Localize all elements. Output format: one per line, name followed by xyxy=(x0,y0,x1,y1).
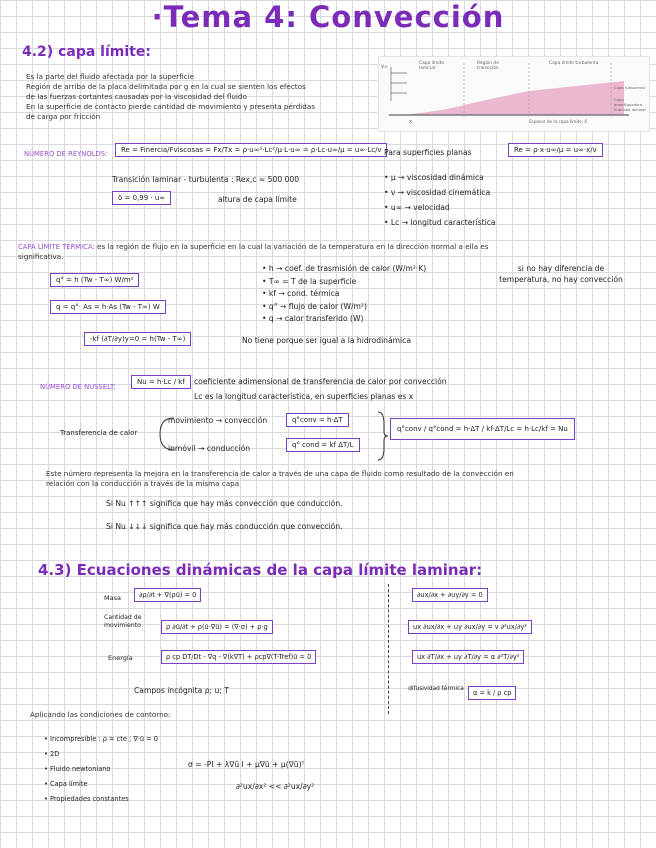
termica-label: CAPA LÍMITE TÉRMICA: xyxy=(18,243,95,251)
simplified-masa-equation: ∂ux/∂x + ∂uy/∂y = 0 xyxy=(412,588,488,602)
energia-label: Energía xyxy=(108,654,133,662)
fig-label-transition: Región de transición xyxy=(477,61,499,71)
delta-label: altura de capa límite xyxy=(218,195,297,204)
nusselt-brace xyxy=(374,410,390,462)
delta-formula: δ = 0,99 · u∞ xyxy=(112,191,171,205)
fig-label-velocity: V∞ xyxy=(381,65,388,70)
q-cond-formula: q° cond = kf ΔT/L xyxy=(286,438,360,452)
divider xyxy=(388,584,389,714)
simplified-movimiento-equation: ux ∂ux/∂x + uy ∂ux/∂y = ν ∂²ux/∂y² xyxy=(408,620,532,634)
movimiento-equation: ρ ∂ū/∂t + ρ(ū·∇ū) = (∇·σ) + ρ·g xyxy=(161,620,273,634)
list-item: • ν → viscosidad cinemática xyxy=(384,188,491,197)
reynolds-variables xyxy=(384,170,496,230)
termica-text: es la región de flujo en la superficie en la cual la variación de la temperatura en la dirección normal a ella es xyxy=(97,242,489,251)
nusselt-ratio-formula: q°conv / q°cond = h·ΔT / kf·ΔT/Lc = h·Lc/kf = Nu xyxy=(390,418,575,440)
movimiento-label: Cantidad de movimiento xyxy=(104,614,142,629)
masa-equation: ∂ρ/∂t + ∇(ρū) = 0 xyxy=(134,588,201,602)
fig-label-capa-turbulenta: Capa turbulenta xyxy=(614,85,645,90)
list-item: • μ → viscosidad dinámica xyxy=(384,173,484,182)
termica-text-2: significativa. xyxy=(18,252,64,261)
boundary-layer-figure xyxy=(378,56,650,132)
boundary-conditions-list xyxy=(44,732,158,807)
reynolds-formula: Re = Finercia/Fviscosas = Fx/Tx = ρ·u∞²·Lc²/μ·L·u∞ = ρ·Lc·u∞/μ = u∞·Lc/ν xyxy=(115,143,387,157)
nusselt-text-2: relación con la conducción a través de la misma capa xyxy=(46,479,240,488)
page-title: ·Tema 4: Convección xyxy=(151,0,505,34)
termica-paragraph xyxy=(18,242,638,262)
def-line: de carga por fricción xyxy=(26,112,101,121)
inmovil-conduccion: inmóvil → conducción xyxy=(168,444,251,453)
campos-incognita: Campos incógnita ρ; u; T xyxy=(134,686,229,695)
fig-label-subcapa-laminar: Subcapa laminar xyxy=(614,107,647,112)
nusselt-high: Si Nu ↑↑↑ significa que hay más convección que conducción. xyxy=(106,499,343,508)
list-item: • Lc → longitud característica xyxy=(384,218,496,227)
list-item: • T∞ = T de la superficie xyxy=(262,276,357,286)
transfer-label: Transferencia de calor xyxy=(60,429,138,437)
def-line: Región de arriba de la placa delimitada por g en la cual se sienten los efectos xyxy=(26,82,306,91)
list-item: • q° → flujo de calor (W/m²) xyxy=(262,301,367,311)
list-item: • Incompresible : ρ = cte ; ∇·ū = 0 xyxy=(44,735,158,743)
section-heading-4-2: 4.2) capa límite: xyxy=(22,44,151,60)
fourier-formula: -kf (∂T/∂y)y=0 = h(Tw - T∞) xyxy=(84,332,191,346)
q-conv-formula: q°conv = h·ΔT xyxy=(286,413,349,427)
list-item: • u∞ → velocidad xyxy=(384,203,450,212)
reynolds-label: NÚMERO DE REYNOLDS: xyxy=(24,150,108,158)
def-line: Es la parte del fluido afectada por la superficie xyxy=(26,72,195,81)
capa-limite-definition xyxy=(26,72,396,122)
section-heading-4-3: 4.3) Ecuaciones dinámicas de la capa límite laminar: xyxy=(38,561,483,579)
list-item: • kf → cond. térmica xyxy=(262,289,340,298)
nusselt-low: Si Nu ↓↓↓ significa que hay más conducción que convección. xyxy=(106,522,343,531)
capa-limite-equation: ∂²ux/∂x² << ∂²ux/∂y² xyxy=(236,782,315,791)
transicion-text: Transición laminar - turbulenta : Rex,c ≈ 500 000 xyxy=(112,175,300,184)
list-item: • 2D xyxy=(44,750,60,758)
aplicando-text: Aplicando las condiciones de contorno: xyxy=(30,710,171,719)
sigma-equation: σ = -PI + λ∇ū I + μ∇ū + μ(∇ū)ᵀ xyxy=(188,760,305,769)
fig-label-capa-amortiguadora: Capa amortiguadora xyxy=(614,97,643,107)
termica-note-2: No tiene porque ser igual a la hidrodinámica xyxy=(242,336,411,345)
list-item: • Fluido newtoniano xyxy=(44,765,111,773)
superficies-planas-label: Para superficies planas xyxy=(384,148,472,157)
def-line: de las fuerzas cortantes causadas por la viscosidad del fluido xyxy=(26,92,247,101)
nusselt-formula: Nu = h·Lc / kf xyxy=(131,375,191,389)
nusselt-desc-2: Lc es la longitud característica, en superficies planas es x xyxy=(194,392,414,401)
list-item: • h → coef. de trasmisión de calor (W/m²·K) xyxy=(262,264,427,273)
difusividad-label: difusividad térmica xyxy=(408,686,464,692)
list-item: • Capa límite xyxy=(44,780,88,788)
fig-label-x: x xyxy=(409,119,412,125)
termica-note: si no hay diferencia de temperatura, no hay convección xyxy=(499,264,623,284)
nusselt-paragraph xyxy=(46,469,626,489)
masa-label: Masa xyxy=(104,594,121,602)
def-line: En la superficie de contacto pierde cantidad de movimiento y presenta pérdidas xyxy=(26,102,315,111)
movimiento-conveccion: movimiento → convección xyxy=(168,416,268,425)
energia-equation: ρ cp DT/Dt - ∇q - ∇(k∇T) + ρcp∇(T-Tref)ū = 0 xyxy=(161,650,316,664)
termica-variables xyxy=(262,263,426,326)
q-total-formula: q = q°· As = h·As (Tw - T∞) W xyxy=(50,300,166,314)
list-item: • Propiedades constantes xyxy=(44,795,129,803)
fig-label-laminar: Capa límite laminar xyxy=(419,61,444,71)
nusselt-desc-1: coeficiente adimensional de transferencia de calor por convección xyxy=(194,377,447,386)
list-item: • q → calor transferido (W) xyxy=(262,314,364,323)
q-flux-formula: q° = h (Tw - T∞) W/m² xyxy=(50,273,139,287)
nusselt-text-1: Este número representa la mejora en la transferencia de calor a través de una capa de fluido como resultado de la convección en xyxy=(46,469,514,478)
nusselt-label: NÚMERO DE NUSSELT: xyxy=(40,383,116,391)
difusividad-formula: α = k / ρ cp xyxy=(468,686,516,700)
simplified-energia-equation: ux ∂T/∂x + uy ∂T/∂y = α ∂²T/∂y² xyxy=(412,650,524,664)
fig-label-turbulent: Capa límite turbulenta xyxy=(549,61,599,66)
reynolds-x-formula: Re = ρ·x·u∞/μ = u∞·x/ν xyxy=(508,143,603,157)
fig-label-espesor: Espesor de la capa límite, δ xyxy=(529,119,587,124)
